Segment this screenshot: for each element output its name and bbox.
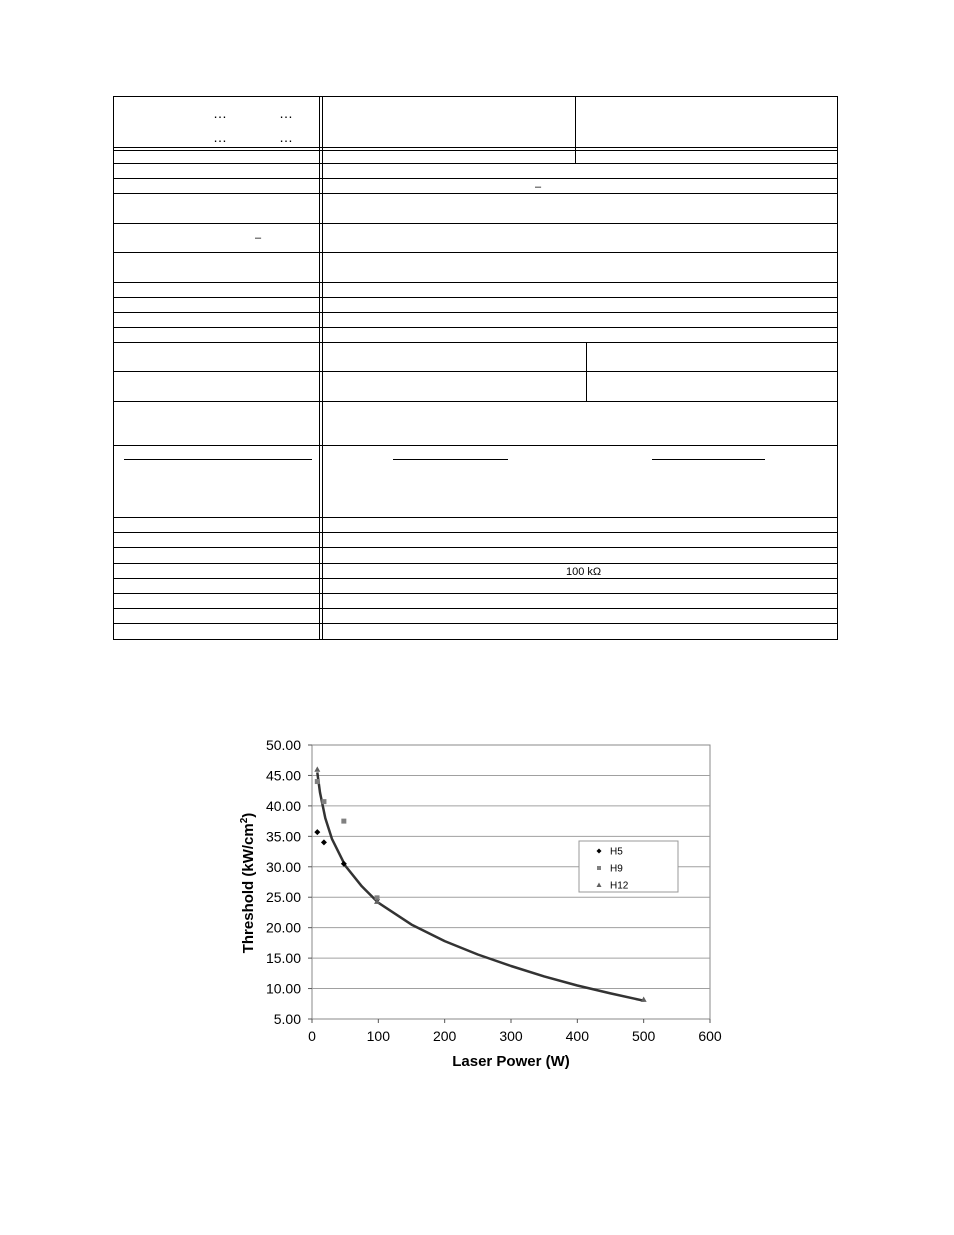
- data-point-h9: [341, 819, 346, 824]
- x-axis-title: Laser Power (W): [452, 1053, 570, 1070]
- table-row-rule: [114, 593, 837, 594]
- table-row-rule: [114, 327, 837, 328]
- table-row-rule: [114, 623, 837, 624]
- header-ellipsis-mark: …: [213, 129, 228, 145]
- x-tick-label: 100: [366, 1028, 391, 1044]
- table-row-rule: [114, 445, 837, 446]
- table-row-rule: [114, 150, 837, 151]
- table-row-rule: [114, 282, 837, 283]
- legend-label: H9: [610, 863, 623, 875]
- x-tick-label: 0: [308, 1028, 316, 1044]
- chart-legend: [579, 841, 678, 892]
- threshold-chart: [230, 728, 730, 1073]
- parameter-table: [113, 96, 838, 640]
- data-point-h9: [321, 799, 326, 804]
- y-tick-label: 40.00: [265, 797, 301, 814]
- table-row-rule: [114, 193, 837, 194]
- minus-mark: –: [255, 232, 262, 244]
- table-row-rule: [114, 312, 837, 313]
- table-row-rule: [114, 342, 837, 343]
- y-tick-label: 45.00: [265, 767, 301, 784]
- table-column-rule: [586, 343, 587, 402]
- x-tick-label: 400: [565, 1028, 590, 1044]
- x-tick-label: 200: [432, 1028, 457, 1044]
- legend-marker-h9: [597, 866, 601, 870]
- y-tick-label: 25.00: [265, 889, 301, 906]
- table-row-rule: [114, 532, 837, 533]
- y-tick-label: 35.00: [265, 828, 301, 845]
- data-point-h9: [315, 779, 320, 784]
- header-ellipsis-mark: …: [213, 105, 228, 121]
- y-tick-label: 10.00: [265, 980, 301, 997]
- cell-underline: [652, 459, 765, 460]
- table-row-rule: [114, 563, 837, 564]
- minus-mark: –: [535, 181, 542, 193]
- table-row-rule: [114, 252, 837, 253]
- y-tick-label: 15.00: [265, 950, 301, 967]
- table-row-rule: [114, 147, 837, 148]
- resistance-value: 100 kΩ: [566, 566, 602, 578]
- table-column-rule: [319, 97, 320, 639]
- y-axis-title: Threshold $(kW/cm^2)$: [239, 812, 257, 954]
- table-row-rule: [114, 297, 837, 298]
- table-row-rule: [114, 608, 837, 609]
- y-tick-label: 50.00: [265, 737, 301, 753]
- legend-label: H12: [610, 880, 629, 892]
- legend-box: [579, 841, 678, 892]
- table-row-rule: [114, 401, 837, 402]
- x-tick-label: 300: [499, 1028, 523, 1044]
- y-tick-label: 5.00: [273, 1011, 301, 1027]
- table-row-rule: [114, 178, 837, 179]
- table-row-rule: [114, 163, 837, 164]
- legend-label: H5: [610, 846, 623, 858]
- table-column-rule: [322, 97, 323, 639]
- table-column-rule: [575, 97, 576, 164]
- table-row-rule: [114, 578, 837, 579]
- y-tick-label: 30.00: [265, 858, 301, 875]
- header-ellipsis-mark: …: [279, 105, 294, 121]
- y-tick-label: 20.00: [265, 919, 301, 936]
- cell-underline: [124, 459, 312, 460]
- header-ellipsis-mark: …: [279, 129, 294, 145]
- table-row-rule: [114, 517, 837, 518]
- table-row-rule: [114, 223, 837, 224]
- x-tick-label: 500: [631, 1028, 656, 1044]
- cell-underline: [393, 459, 508, 460]
- table-row-rule: [114, 547, 837, 548]
- table-row-rule: [114, 371, 837, 372]
- x-tick-label: 600: [698, 1028, 722, 1044]
